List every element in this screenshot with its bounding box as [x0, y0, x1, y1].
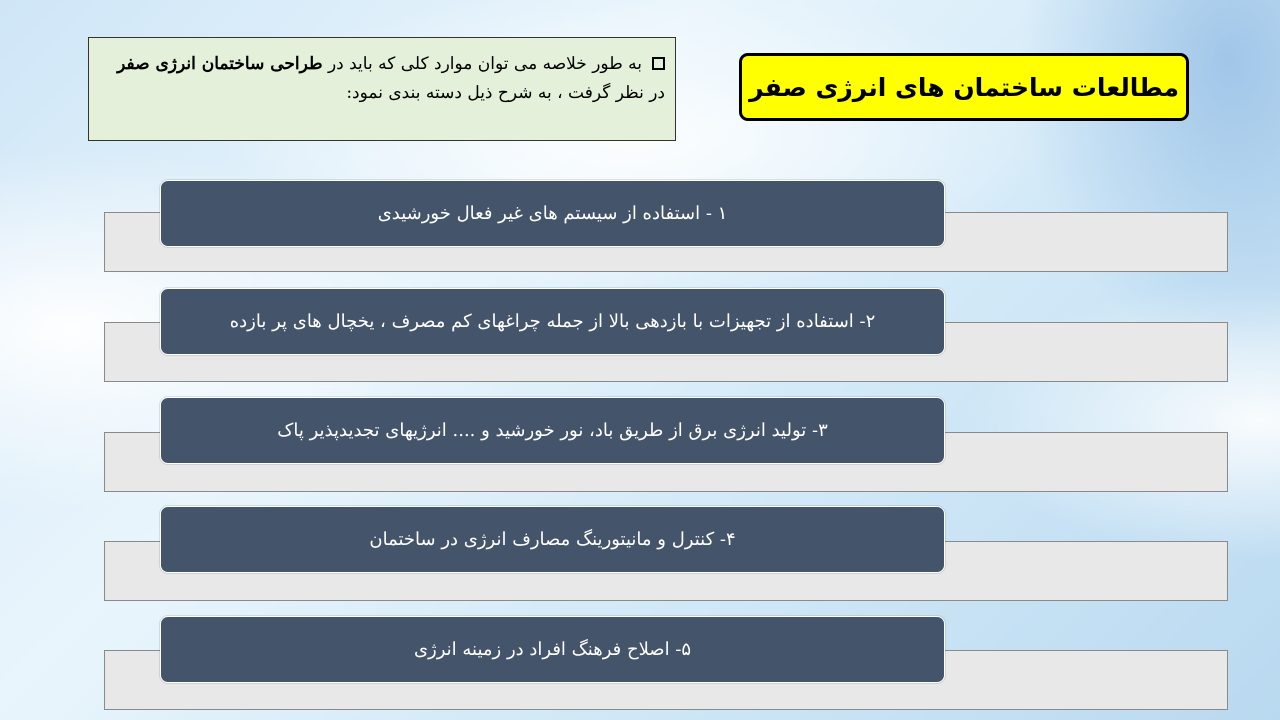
slide-title-text: مطالعات ساختمان های انرژی صفر — [749, 72, 1179, 102]
slide-title — [739, 53, 1189, 121]
list-item-label: ۱ - استفاده از سیستم های غیر فعال خورشیدی — [377, 203, 728, 224]
list-item — [160, 288, 945, 355]
summary-text-part2: در نظر گرفت ، به شرح ذیل دسته بندی نمود: — [346, 83, 665, 103]
list-item — [160, 397, 945, 464]
list-item-label: ۳- تولید انرژی برق از طریق باد، نور خورشید و .... انرژیهای تجدیدپذیر پاک — [277, 420, 828, 441]
summary-box — [88, 37, 676, 141]
summary-text-bold: طراحی ساختمان انرژی صفر — [117, 54, 323, 74]
summary-text-part1: به طور خلاصه می توان موارد کلی که باید در — [322, 54, 642, 74]
list-item — [160, 180, 945, 247]
list-item — [160, 616, 945, 683]
list-item — [160, 506, 945, 573]
list-item-label: ۴- کنترل و مانیتورینگ مصارف انرژی در ساختمان — [369, 529, 736, 550]
list-item-label: ۲- استفاده از تجهیزات با بازدهی بالا از جمله چراغهای کم مصرف ، یخچال های پر بازده — [229, 311, 876, 332]
checkbox-bullet-icon — [652, 57, 665, 70]
list-item-label: ۵- اصلاح فرهنگ افراد در زمینه انرژی — [413, 639, 692, 660]
